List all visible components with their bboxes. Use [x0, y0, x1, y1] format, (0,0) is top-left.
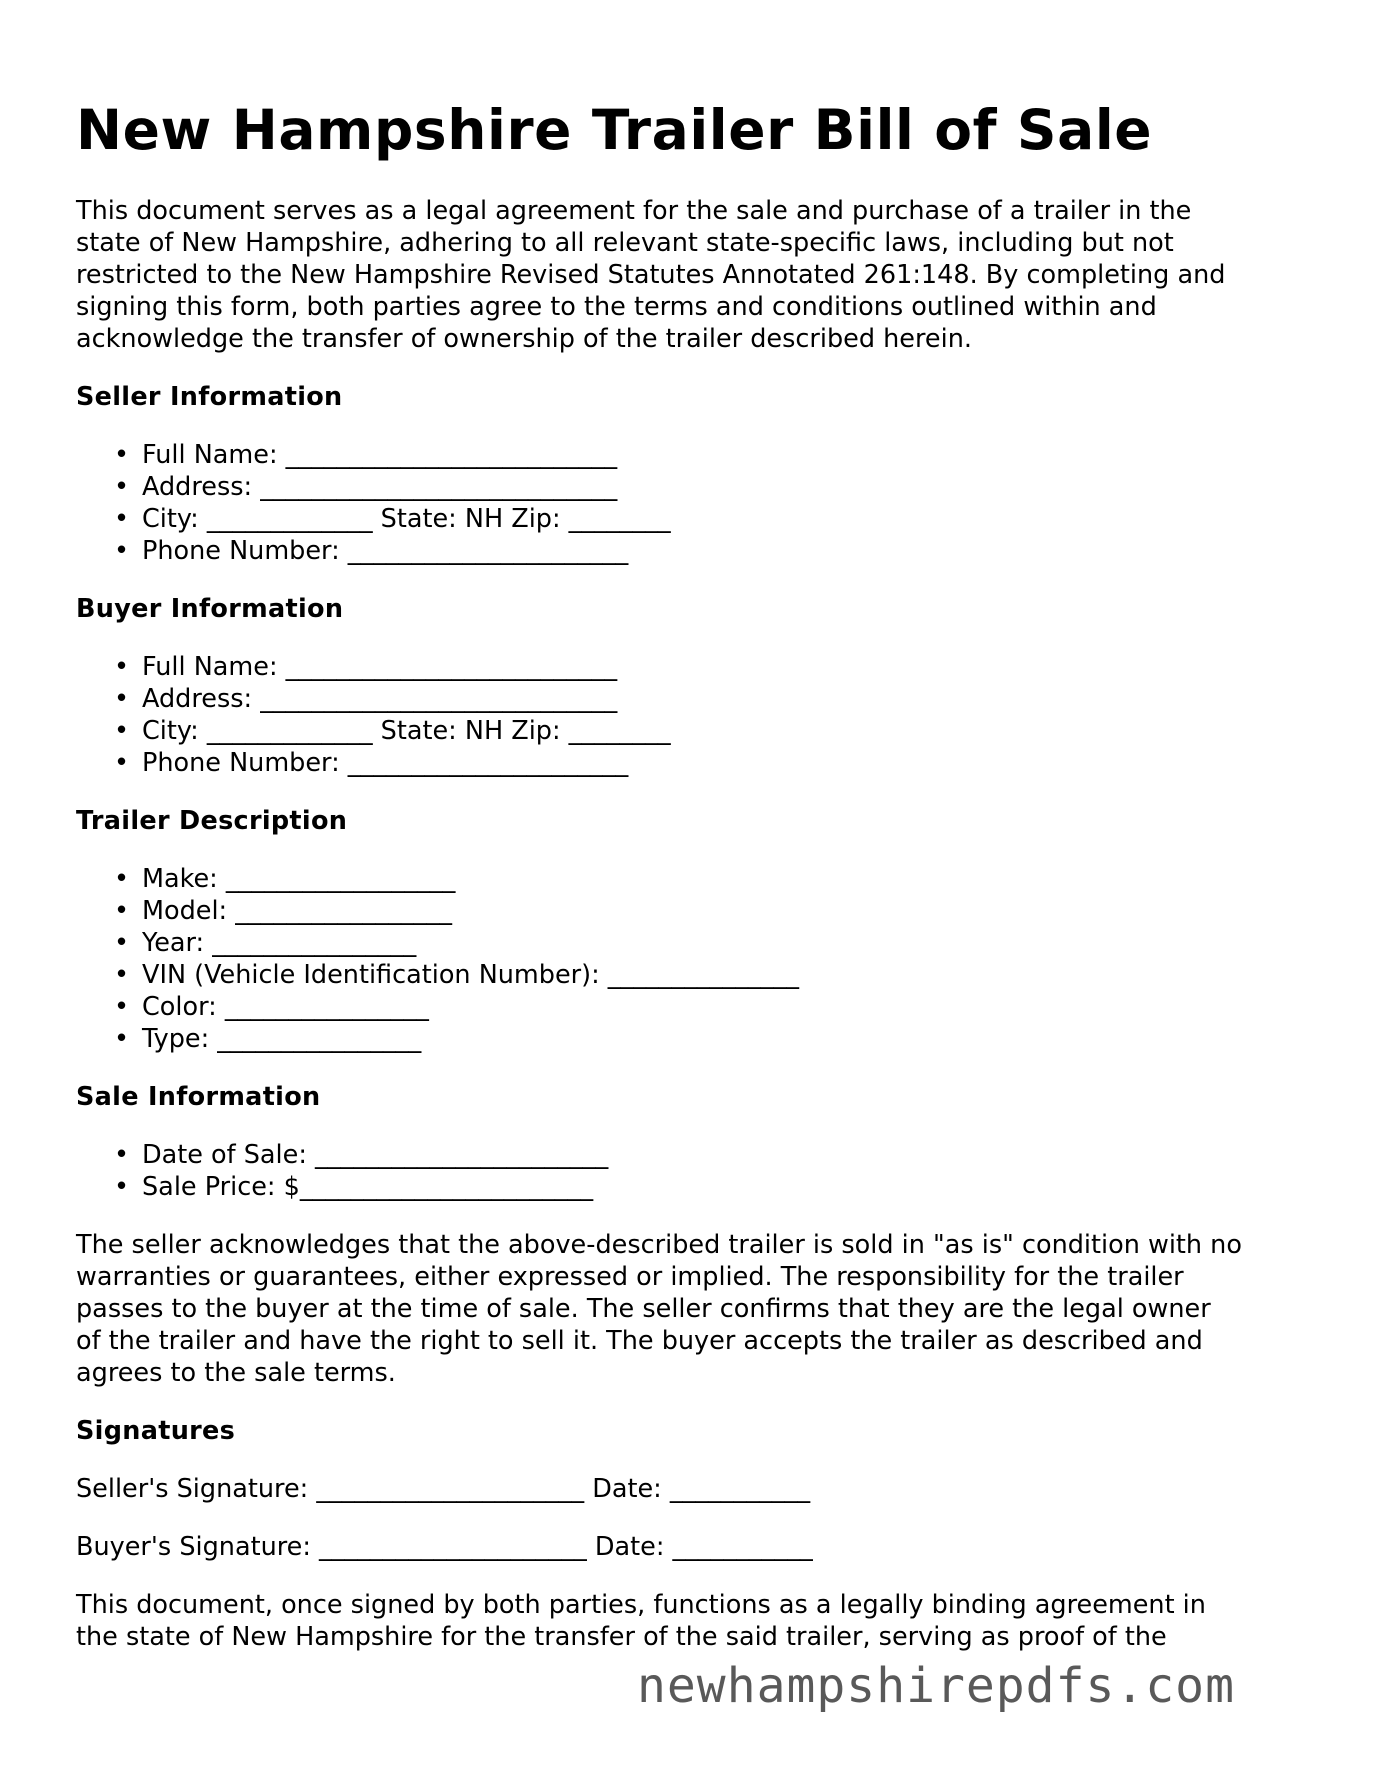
intro-line: acknowledge the transfer of ownership of the trailer described herein.	[76, 324, 972, 354]
seller-fields-list	[76, 439, 1306, 567]
intro-line: signing this form, both parties agree to the terms and conditions outlined within and	[76, 292, 1157, 322]
sale-terms-line: of the trailer and have the right to sell it. The buyer accepts the trailer as described and	[76, 1326, 1203, 1356]
signatures-heading: Signatures	[76, 1416, 236, 1446]
buyer-address-field: • Address: ____________________________	[142, 683, 1306, 715]
seller-phone-field: • Phone Number: ______________________	[142, 535, 1306, 567]
trailer-model-field: • Model: _________________	[142, 895, 1306, 927]
sale-information-heading: Sale Information	[76, 1082, 321, 1112]
buyer-information-heading: Buyer Information	[76, 594, 344, 624]
intro-line: restricted to the New Hampshire Revised Statutes Annotated 261:148. By completing and	[76, 260, 1226, 290]
sale-terms-line: agrees to the sale terms.	[76, 1358, 396, 1388]
trailer-make-field: • Make: __________________	[142, 863, 1306, 895]
buyer-signature-line: Buyer's Signature: _____________________ Date: ___________	[76, 1532, 813, 1562]
trailer-type-field: • Type: ________________	[142, 1023, 1306, 1055]
seller-city-state-zip-field: • City: _____________ State: NH Zip: ________	[142, 503, 1306, 535]
sale-terms-line: passes to the buyer at the time of sale. The seller confirms that they are the legal owner	[76, 1294, 1211, 1324]
document-page	[76, 92, 1306, 1653]
intro-paragraph	[76, 195, 1306, 355]
buyer-full-name-field: • Full Name: __________________________	[142, 651, 1306, 683]
buyer-city-state-zip-field: • City: _____________ State: NH Zip: ________	[142, 715, 1306, 747]
site-watermark: newhampshirepdfs.com	[637, 1658, 1235, 1714]
sale-terms-line: The seller acknowledges that the above-described trailer is sold in "as is" condition with no	[76, 1230, 1242, 1260]
trailer-year-field: • Year: ________________	[142, 927, 1306, 959]
sale-terms-line: warranties or guarantees, either expressed or implied. The responsibility for the trailer	[76, 1262, 1184, 1292]
sale-terms-paragraph	[76, 1229, 1306, 1389]
trailer-fields-list	[76, 863, 1306, 1055]
buyer-fields-list	[76, 651, 1306, 779]
seller-signature-line: Seller's Signature: _____________________ Date: ___________	[76, 1474, 811, 1504]
intro-line: state of New Hampshire, adhering to all relevant state-specific laws, including but not	[76, 228, 1174, 258]
intro-line: This document serves as a legal agreement for the sale and purchase of a trailer in the	[76, 196, 1192, 226]
seller-information-heading: Seller Information	[76, 382, 343, 412]
sale-price-field: • Sale Price: $_______________________	[142, 1171, 1306, 1203]
trailer-vin-field: • VIN (Vehicle Identification Number): _______________	[142, 959, 1306, 991]
sale-fields-list	[76, 1139, 1306, 1203]
trailer-color-field: • Color: ________________	[142, 991, 1306, 1023]
seller-full-name-field: • Full Name: __________________________	[142, 439, 1306, 471]
closing-line: This document, once signed by both parties, functions as a legally binding agreement in	[76, 1590, 1206, 1620]
seller-address-field: • Address: ____________________________	[142, 471, 1306, 503]
buyer-phone-field: • Phone Number: ______________________	[142, 747, 1306, 779]
sale-date-field: • Date of Sale: _______________________	[142, 1139, 1306, 1171]
trailer-description-heading: Trailer Description	[76, 806, 348, 836]
page-title: New Hampshire Trailer Bill of Sale	[76, 98, 1153, 162]
closing-line: the state of New Hampshire for the transfer of the said trailer, serving as proof of the	[76, 1622, 1167, 1652]
closing-paragraph	[76, 1589, 1306, 1653]
